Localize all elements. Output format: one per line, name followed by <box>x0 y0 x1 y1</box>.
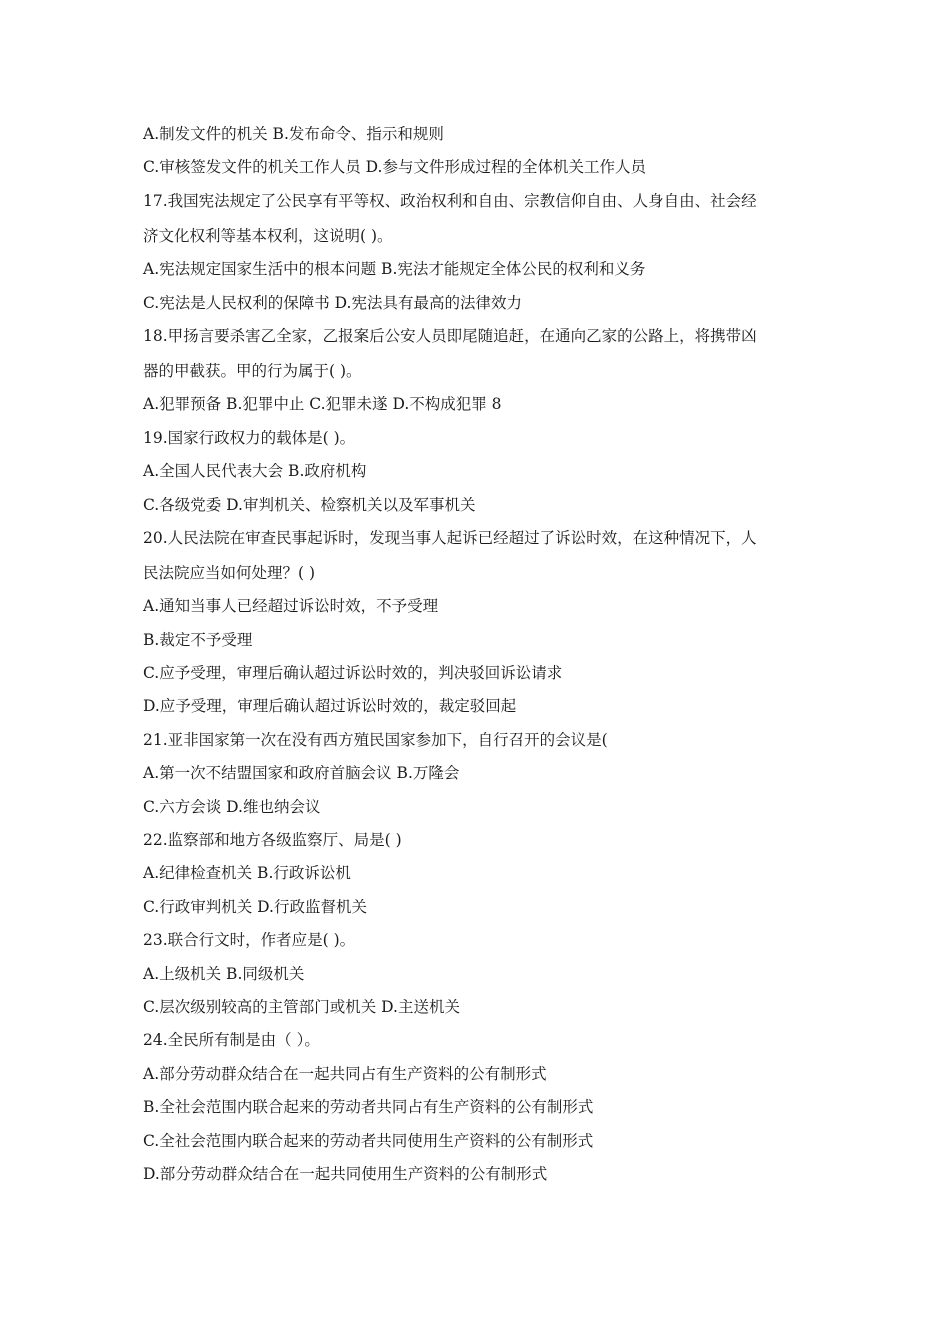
option-line: C.审核签发文件的机关工作人员 D.参与文件形成过程的全体机关工作人员 <box>143 158 646 177</box>
option-line: A.通知当事人已经超过诉讼时效，不予受理 <box>143 597 439 616</box>
question-20-stem: 20.人民法院在审查民事起诉时，发现当事人起诉已经超过了诉讼时效，在这种情况下，人 <box>143 528 757 547</box>
option-line: D.应予受理，审理后确认超过诉讼时效的，裁定驳回起 <box>143 697 517 716</box>
question-17-stem: 17.我国宪法规定了公民享有平等权、政治权利和自由、宗教信仰自由、人身自由、社会经 <box>143 191 757 210</box>
option-line: A.部分劳动群众结合在一起共同占有生产资料的公有制形式 <box>143 1064 547 1083</box>
option-line: A.犯罪预备 B.犯罪中止 C.犯罪未遂 D.不构成犯罪 8 <box>143 395 502 414</box>
option-line: A.纪律检查机关 B.行政诉讼机 <box>143 864 351 883</box>
option-line: A.第一次不结盟国家和政府首脑会议 B.万隆会 <box>143 764 460 783</box>
option-line: A.制发文件的机关 B.发布命令、指示和规则 <box>143 125 444 143</box>
option-line: C.各级党委 D.审判机关、检察机关以及军事机关 <box>143 495 476 514</box>
question-23-stem: 23.联合行文时，作者应是( )。 <box>143 931 356 950</box>
option-line: C.宪法是人民权利的保障书 D.宪法具有最高的法律效力 <box>143 293 522 312</box>
document-body <box>143 124 823 1197</box>
option-line: B.裁定不予受理 <box>143 630 253 649</box>
option-line: A.上级机关 B.同级机关 <box>143 964 305 983</box>
option-line: C.六方会谈 D.维也纳会议 <box>143 797 321 816</box>
question-18-stem-cont: 器的甲截获。甲的行为属于( )。 <box>143 361 362 380</box>
question-18-stem: 18.甲扬言要杀害乙全家，乙报案后公安人员即尾随追赶，在通向乙家的公路上，将携带凶 <box>143 326 757 345</box>
option-line: B.全社会范围内联合起来的劳动者共同占有生产资料的公有制形式 <box>143 1098 594 1117</box>
option-line: C.应予受理，审理后确认超过诉讼时效的，判决驳回诉讼请求 <box>143 664 563 683</box>
option-line: C.行政审判机关 D.行政监督机关 <box>143 897 367 916</box>
option-line: A.全国人民代表大会 B.政府机构 <box>143 462 367 481</box>
option-line: D.部分劳动群众结合在一起共同使用生产资料的公有制形式 <box>143 1164 548 1183</box>
question-24-stem: 24.全民所有制是由（ ）。 <box>143 1031 320 1050</box>
option-line: A.宪法规定国家生活中的根本问题 B.宪法才能规定全体公民的权利和义务 <box>143 260 646 279</box>
question-19-stem: 19.国家行政权力的载体是( )。 <box>143 428 356 447</box>
question-22-stem: 22.监察部和地方各级监察厅、局是( ) <box>143 831 402 850</box>
question-20-stem-cont: 民法院应当如何处理？( ) <box>143 563 316 582</box>
question-17-stem-cont: 济文化权利等基本权利，这说明( )。 <box>143 226 393 245</box>
option-line: C.全社会范围内联合起来的劳动者共同使用生产资料的公有制形式 <box>143 1131 594 1150</box>
question-21-stem: 21.亚非国家第一次在没有西方殖民国家参加下，自行召开的会议是( <box>143 730 608 749</box>
option-line: C.层次级别较高的主管部门或机关 D.主送机关 <box>143 997 460 1016</box>
